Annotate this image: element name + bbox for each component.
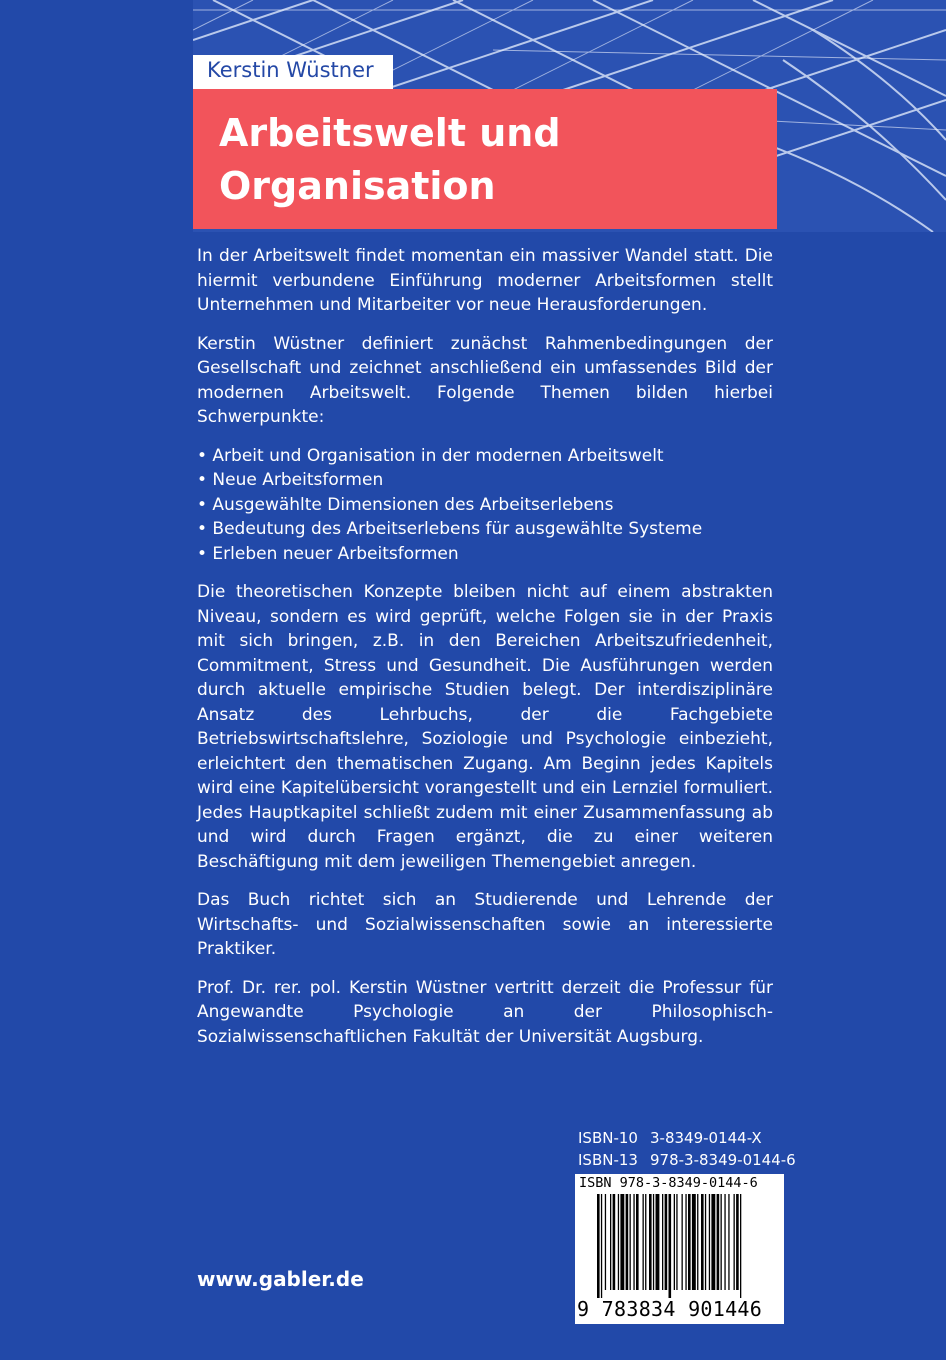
list-item: • Neue Arbeitsformen [197,470,384,490]
blurb-paragraph-3: Die theoretischen Konzepte bleiben nicht auf einem abstrakten Niveau, sondern es wird geprüft, welche Folgen sie in der Praxis mit sich bringen, z.B. in den Bereichen Arbeitszufriedenheit, Commitment, Stress und Gesundheit. Die Ausführungen werden durch aktuelle empirische Studien belegt. Der interdisziplinäre Ansatz des Lehrbuchs, der die Fachgebiete Betriebswirtschaftslehre, Soziologie und Psychologie einbezieht, erleichtert den thematischen Zugang. Am Beginn jedes Kapitels wird eine Kapitelübersicht vorangestellt und ein Lernziel formuliert. Jedes Hauptkapitel schließt zudem mit einer Zusammenfassung ab und wird durch Fragen ergänzt, die zu einer weiteren Beschäftigung mit dem jeweiligen Themengebiet anregen. [197,582,773,872]
barcode-bar [697,1194,698,1290]
barcode-bar [728,1194,729,1290]
barcode-bar [630,1194,631,1290]
barcode-bar [674,1194,675,1290]
barcode-bar [669,1194,672,1298]
barcode-bar [653,1194,654,1290]
barcode-bar [597,1194,600,1298]
isbn13-label: ISBN-13 [578,1151,638,1169]
author-bio: Prof. Dr. rer. pol. Kerstin Wüstner vertritt derzeit die Professur für Angewandte Psychologie an der Philosophisch-Sozialwissenschaftlichen Fakultät der Universität Augsburg. [197,977,773,1047]
barcode-bar [711,1194,715,1290]
barcode-bar [645,1194,646,1290]
list-item: • Erleben neuer Arbeitsformen [197,543,459,564]
barcode-bar [685,1194,686,1290]
barcode-bar [605,1194,606,1290]
barcode-bar [701,1194,704,1290]
barcode-bar [734,1194,735,1290]
barcode-bar [682,1194,683,1290]
topics-list [197,444,773,567]
barcode-bar [736,1194,739,1290]
title-line-1: Arbeitswelt und [219,111,561,155]
barcode-isbn-text: ISBN 978-3-8349-0144-6 [579,1175,758,1191]
barcode-bar [662,1194,663,1290]
barcode-bar [709,1194,710,1290]
author-band [193,55,393,89]
barcode-bar [601,1194,602,1298]
barcode [575,1174,784,1324]
barcode-bar [620,1194,624,1290]
barcode-bar [665,1194,668,1290]
author-name: Kerstin Wüstner [207,58,374,82]
barcode-bar [613,1194,616,1290]
barcode-digits: 9 783834 901446 [577,1297,763,1321]
barcode-bar [610,1194,611,1290]
blurb-paragraph-4: Das Buch richtet sich an Studierende und Lehrende der Wirtschafts- und Sozialwissenschaften sowie an interessierte Praktiker. [197,890,773,959]
barcode-bar [724,1194,725,1290]
publisher-url[interactable]: www.gabler.de [197,1267,364,1291]
blurb [197,244,773,1063]
barcode-bar [717,1194,720,1290]
isbn-info [578,1127,796,1171]
title-line-2: Organisation [219,164,496,208]
barcode-bar [676,1194,677,1290]
barcode-bar [633,1194,634,1290]
list-item: • Ausgewählte Dimensionen des Arbeitserlebens [197,494,614,515]
barcode-bar [618,1194,619,1290]
barcode-bar [721,1194,722,1290]
list-item: • Arbeit und Organisation in der modernen Arbeitswelt [197,445,664,466]
barcode-bars [575,1194,784,1298]
barcode-bar [649,1194,652,1290]
barcode-bar [692,1194,696,1290]
barcode-bar [656,1194,660,1290]
list-item: • Bedeutung des Arbeitserlebens für ausgewählte Systeme [197,519,703,539]
title-band [193,89,777,229]
isbn10-label: ISBN-10 [578,1129,638,1147]
blurb-paragraph-2: Kerstin Wüstner definiert zunächst Rahmenbedingungen der Gesellschaft und zeichnet anschließend ein umfassendes Bild der modernen Arbeitswelt. Folgende Themen bilden hierbei Schwerpunkte: [197,333,773,427]
barcode-bar [636,1194,639,1290]
book-title [219,107,561,213]
barcode-bar [688,1194,691,1290]
barcode-bar [740,1194,741,1298]
isbn10-value: 3-8349-0144-X [650,1129,762,1147]
barcode-bar [705,1194,706,1290]
barcode-bar [626,1194,629,1290]
blurb-paragraph-1: In der Arbeitswelt findet momentan ein massiver Wandel statt. Die hiermit verbundene Einführung moderner Arbeitsformen stellt Unternehmen und Mitarbeiter vor neue Herausforderungen. [197,246,773,315]
barcode-bar [643,1194,644,1290]
isbn13-value: 978-3-8349-0144-6 [650,1151,796,1169]
